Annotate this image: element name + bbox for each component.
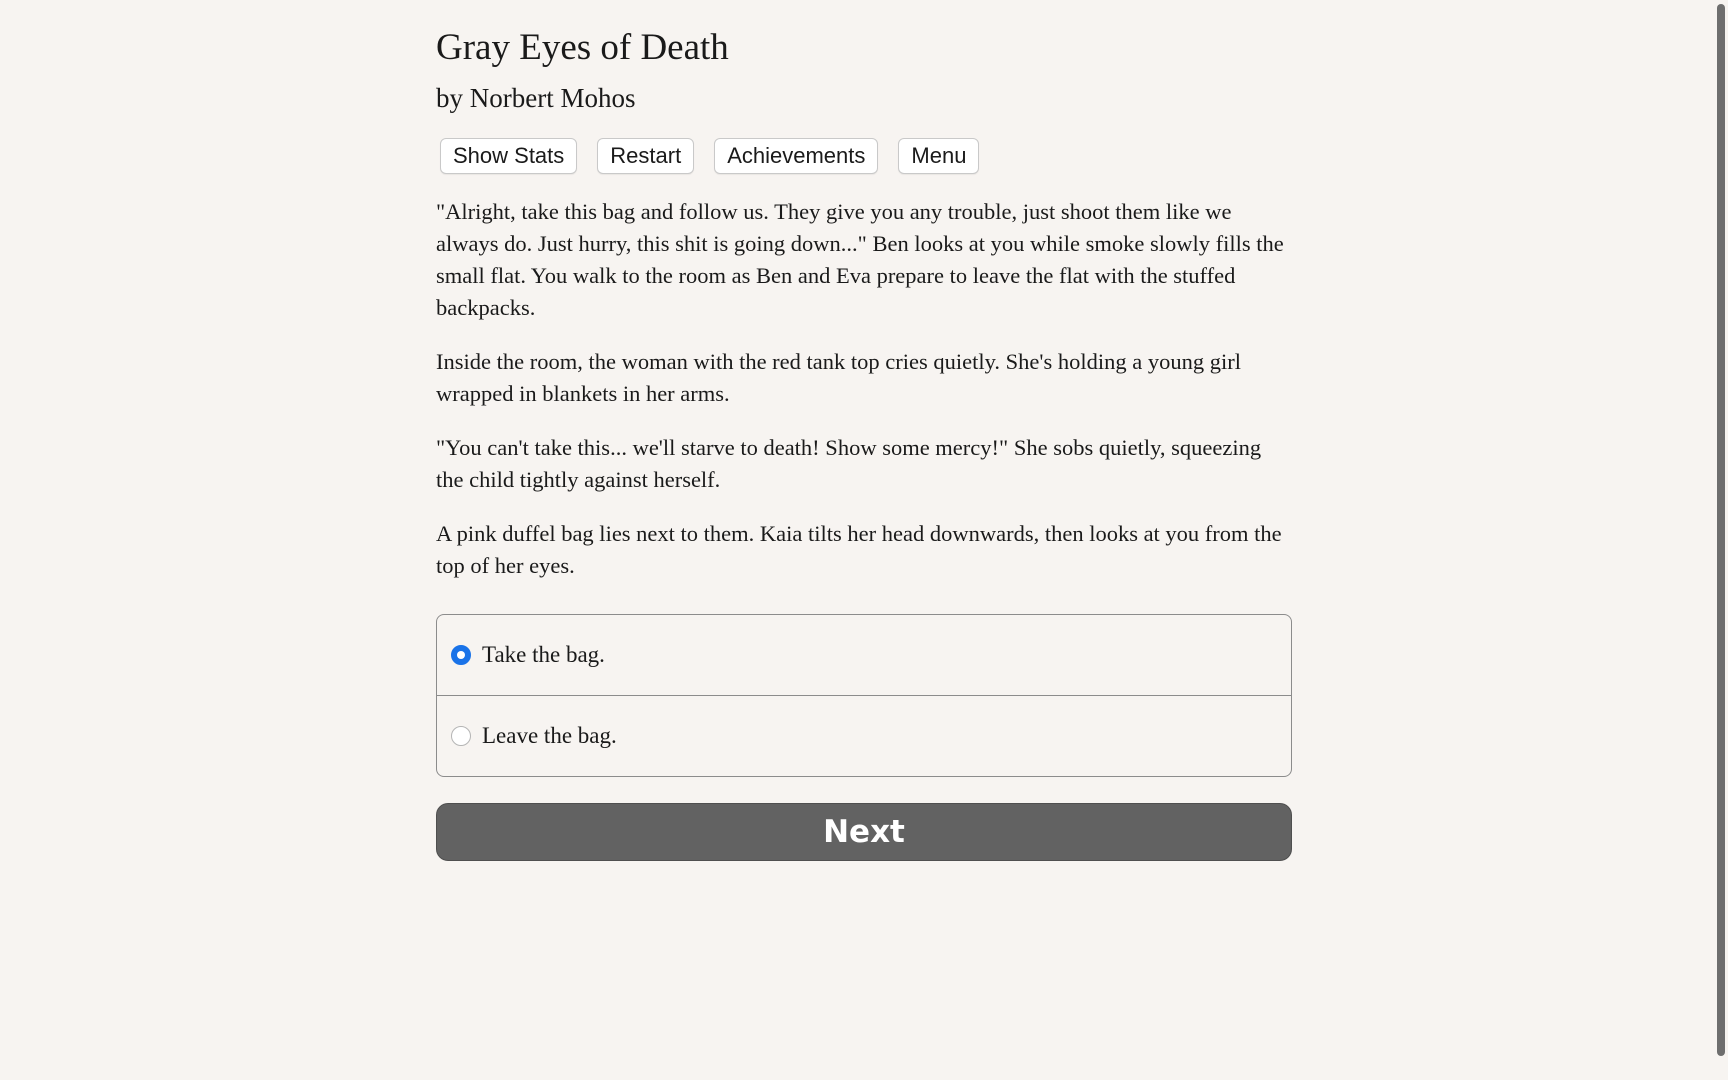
story-text bbox=[436, 196, 1292, 582]
achievements-button[interactable]: Achievements bbox=[714, 138, 878, 174]
story-paragraph: A pink duffel bag lies next to them. Kaia tilts her head downwards, then looks at you from the top of her eyes. bbox=[436, 521, 1282, 578]
choice-take-bag[interactable] bbox=[437, 615, 1291, 695]
radio-selected-icon[interactable] bbox=[451, 645, 471, 665]
scrollbar-thumb[interactable] bbox=[1717, 4, 1725, 1056]
story-paragraph: "Alright, take this bag and follow us. They give you any trouble, just shoot them like we always do. Just hurry, this shit is going down..." Ben looks at you while smoke slowly fills the small flat. You walk to the room as Ben and Eva prepare to leave the flat with the stuffed backpacks. bbox=[436, 199, 1284, 320]
restart-button[interactable]: Restart bbox=[597, 138, 694, 174]
show-stats-button[interactable]: Show Stats bbox=[440, 138, 577, 174]
game-author: by Norbert Mohos bbox=[436, 83, 636, 113]
choice-list bbox=[436, 614, 1292, 777]
choice-label: Leave the bag. bbox=[482, 723, 617, 748]
menu-button[interactable]: Menu bbox=[898, 138, 979, 174]
choice-leave-bag[interactable] bbox=[437, 695, 1291, 776]
toolbar bbox=[436, 138, 1292, 174]
choice-label: Take the bag. bbox=[482, 642, 605, 667]
scrollbar[interactable] bbox=[1714, 0, 1728, 1080]
story-paragraph: Inside the room, the woman with the red tank top cries quietly. She's holding a young girl wrapped in blankets in her arms. bbox=[436, 349, 1241, 406]
story-paragraph: "You can't take this... we'll starve to death! Show some mercy!" She sobs quietly, squeezing the child tightly against herself. bbox=[436, 435, 1262, 492]
radio-unselected-icon[interactable] bbox=[451, 726, 471, 746]
game-container bbox=[436, 22, 1292, 861]
game-title: Gray Eyes of Death bbox=[436, 27, 729, 68]
next-button[interactable]: Next bbox=[436, 803, 1292, 861]
